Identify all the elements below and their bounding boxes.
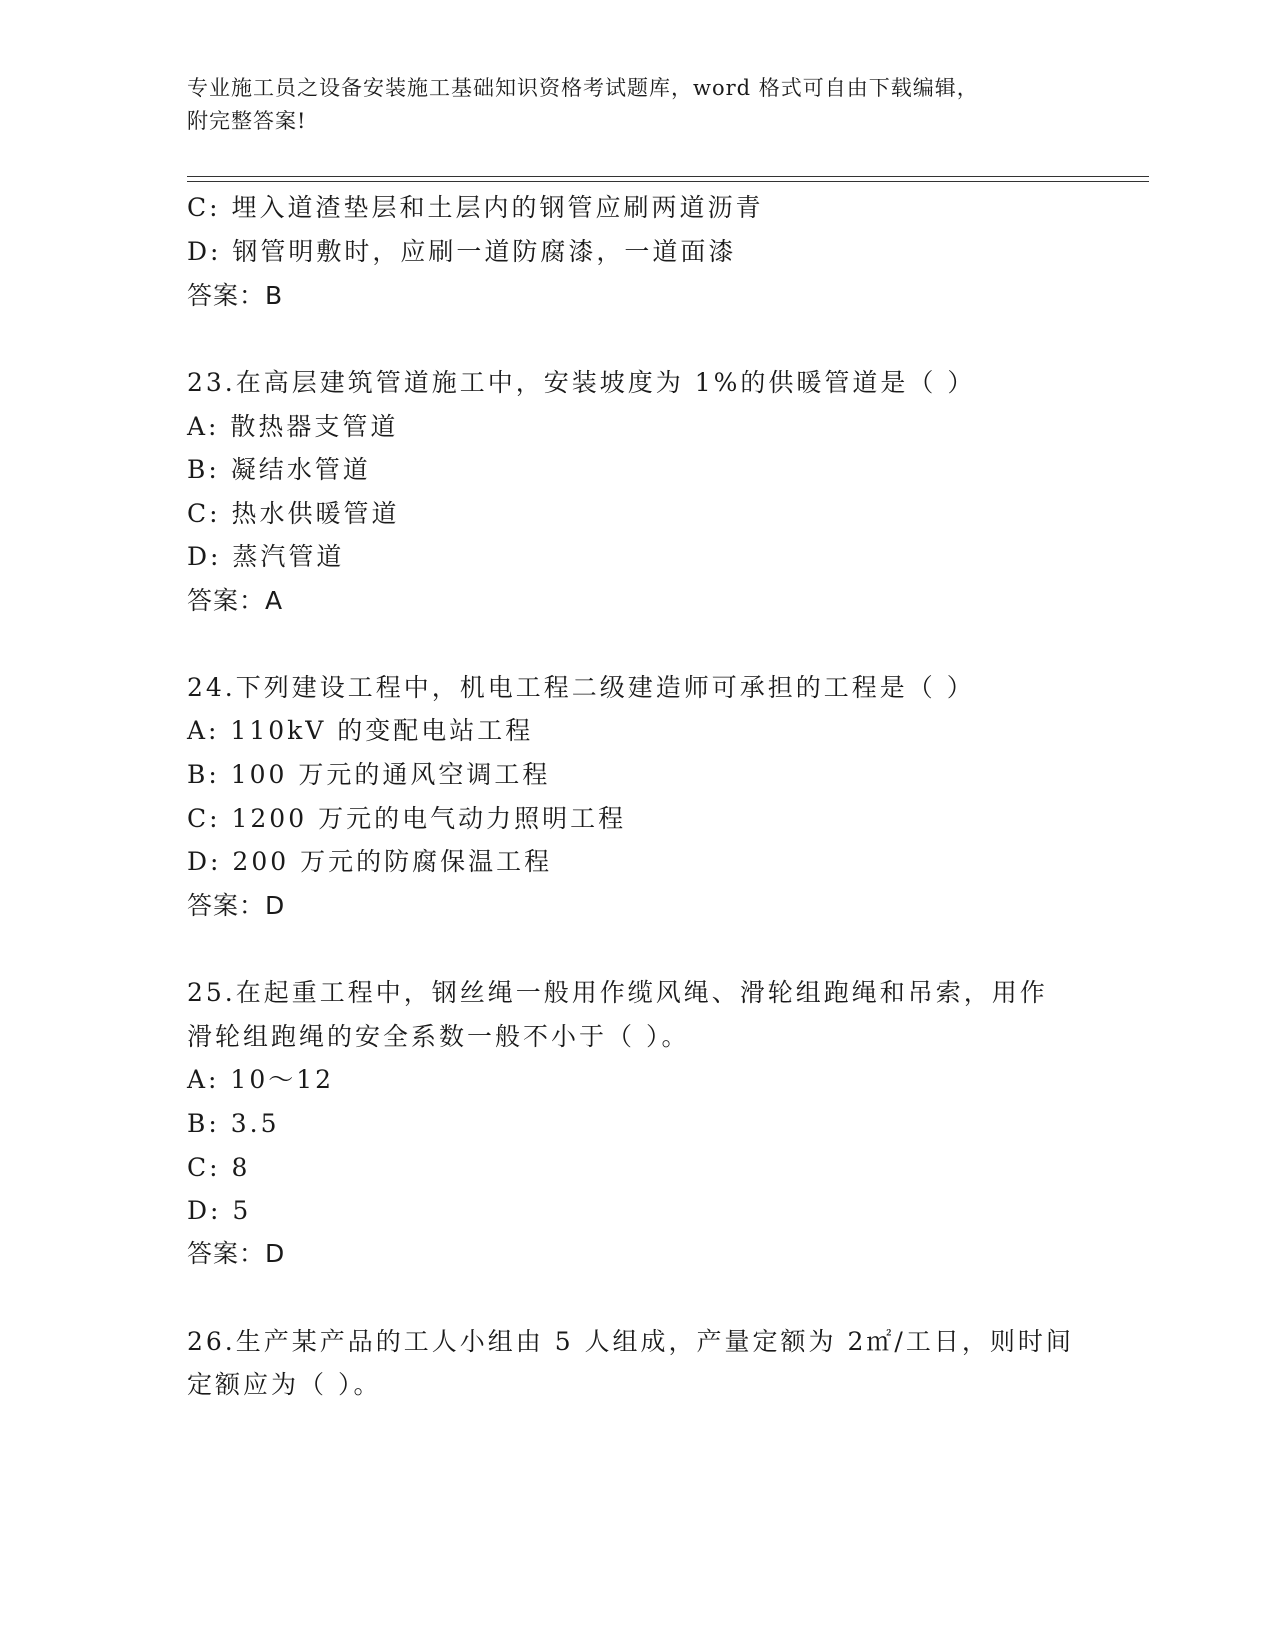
q22-answer: 答案：B [187, 281, 284, 310]
q25-option-c: C: 8 [187, 1153, 251, 1182]
q23-option-c: C: 热水供暖管道 [187, 499, 400, 528]
header-line-1: 专业施工员之设备安装施工基础知识资格考试题库，word 格式可自由下载编辑， [187, 76, 979, 100]
q22-option-c: C: 埋入道渣垫层和土层内的钢管应刷两道沥青 [187, 193, 764, 222]
q25-question-line-2: 滑轮组跑绳的安全系数一般不小于（ ）。 [187, 1022, 690, 1051]
q23-answer: 答案：A [187, 586, 284, 615]
q24-option-a: A: 110kV 的变配电站工程 [187, 716, 534, 745]
q23-option-d: D: 蒸汽管道 [187, 542, 345, 571]
q22-option-d: D: 钢管明敷时，应刷一道防腐漆，一道面漆 [187, 237, 737, 266]
header-line-2: 附完整答案! [187, 109, 307, 133]
q25-option-d: D: 5 [187, 1196, 252, 1225]
q25-question-line-1: 25.在起重工程中，钢丝绳一般用作缆风绳、滑轮组跑绳和吊索，用作 [187, 978, 1048, 1007]
q23-option-b: B: 凝结水管道 [187, 455, 371, 484]
q23-option-a: A: 散热器支管道 [187, 412, 399, 441]
q25-option-b: B: 3.5 [187, 1109, 280, 1138]
header-divider-bottom [187, 181, 1149, 182]
q25-answer: 答案：D [187, 1239, 286, 1268]
header-divider-top [187, 176, 1149, 177]
q24-option-b: B: 100 万元的通风空调工程 [187, 760, 551, 789]
q24-option-d: D: 200 万元的防腐保温工程 [187, 847, 553, 876]
q24-option-c: C: 1200 万元的电气动力照明工程 [187, 804, 627, 833]
document-header [187, 72, 1087, 138]
q26-question-line-2: 定额应为（ ）。 [187, 1370, 382, 1399]
q23-question: 23.在高层建筑管道施工中，安装坡度为 1%的供暖管道是（ ） [187, 368, 976, 397]
q25-option-a: A: 10～12 [187, 1065, 335, 1094]
q24-answer: 答案：D [187, 891, 286, 920]
q26-question-line-1: 26.生产某产品的工人小组由 5 人组成，产量定额为 2㎡/工日，则时间 [187, 1327, 1074, 1356]
q24-question: 24.下列建设工程中，机电工程二级建造师可承担的工程是（ ） [187, 673, 975, 702]
